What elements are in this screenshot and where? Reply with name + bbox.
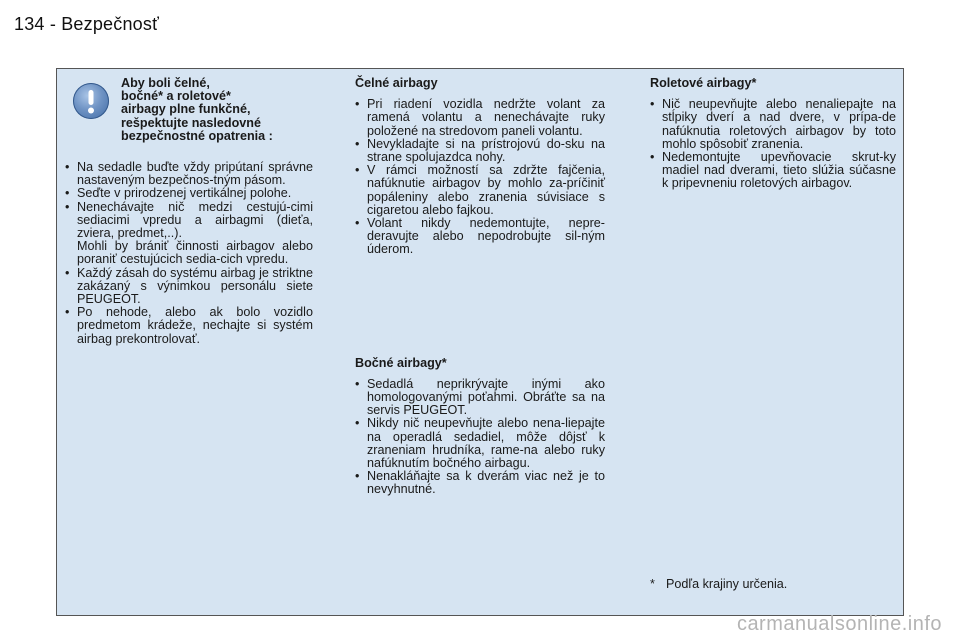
column-front-side (355, 77, 605, 497)
side-airbags-title: Bočné airbagy* (355, 355, 447, 370)
list-item: • Seďte v prirodzenej vertikálnej polohe. (65, 187, 313, 200)
list-item: • V rámci možností sa zdržte fajčenia, nafúknutie airbagov by mohlo za-príčiniť popáleniny alebo zranenia súvisiace s cigaretou alebo fajkou. (355, 164, 605, 217)
warning-title-line: airbagy plne funkčné, (121, 102, 251, 117)
page-title: 134 - Bezpečnosť (14, 14, 160, 34)
curtain-airbags-list (650, 98, 896, 190)
warning-title-line: rešpektujte nasledovné (121, 115, 261, 130)
list-item-continuation: Mohli by brániť činnosti airbagov alebo poraniť cestujúcich sedia-cich vpredu. (77, 239, 313, 267)
warning-title (121, 77, 273, 143)
list-item: • Nenakláňajte sa k dverám viac než je to nevyhnutné. (355, 470, 605, 496)
list-item: • Nevykladajte si na prístrojovú do-sku na strane spolujazdca nohy. (355, 138, 605, 164)
column-general (65, 77, 313, 346)
content-panel (56, 68, 904, 616)
curtain-airbags-title: Roletové airbagy* (650, 76, 757, 90)
exclamation-icon (73, 83, 109, 119)
front-airbags-title: Čelné airbagy (355, 76, 438, 90)
watermark: carmanualsonline.info (736, 613, 942, 635)
front-airbags-list (355, 98, 605, 256)
warning-title-line: bočné* a roletové* (121, 89, 231, 104)
footnote-mark: * (650, 577, 655, 591)
footnote-text: Podľa krajiny určenia. (666, 577, 788, 591)
list-item: • Nič neupevňujte alebo nenaliepajte na stĺpiky dverí a nad dvere, v prípa-de nafúknutia roletových airbagov by toto mohlo spôsobiť zranenia. (650, 98, 896, 151)
list-item: • Pri riadení vozidla nedržte volant za ramená volantu a nenechávajte ruky položené na stredovom paneli volantu. (355, 98, 605, 138)
list-item: • Nenechávajte nič medzi cestujú-cimi sediacimi vpredu a airbagmi (dieťa, zviera, predmet,..). (65, 201, 313, 241)
footnote (650, 577, 787, 591)
list-item: • Nikdy nič neupevňujte alebo nena-liepajte na operadlá sedadiel, môže dôjsť k zraneniam hrudníka, rame-na alebo ruky nafúknutím bočného airbagu. (355, 417, 605, 470)
general-list (65, 161, 313, 240)
general-list-continued (65, 267, 313, 346)
list-item: • Sedadlá neprikrývajte inými ako homologovanými poťahmi. Obráťte sa na servis PEUGEOT. (355, 378, 605, 418)
column-curtain (650, 77, 896, 191)
list-item: • Volant nikdy nedemontujte, nepre-deravujte alebo nepodrobujte sil-ným úderom. (355, 217, 605, 257)
warning-title-line: bezpečnostné opatrenia : (121, 128, 273, 143)
warning-block (65, 77, 313, 161)
warning-title-line: Aby boli čelné, (121, 76, 210, 90)
list-item: • Na sedadle buďte vždy pripútaní správne nastaveným bezpečnos-tným pásom. (65, 161, 313, 187)
list-item: • Nedemontujte upevňovacie skrut-ky madiel nad dverami, tieto slúžia súčasne k pripevneniu roletových airbagov. (650, 151, 896, 191)
side-airbags-list (355, 378, 605, 497)
list-item: • Po nehode, alebo ak bolo vozidlo predmetom krádeže, nechajte si systém airbag prekontrolovať. (65, 306, 313, 346)
list-item: • Každý zásah do systému airbag je striktne zakázaný s výnimkou personálu siete PEUGEOT. (65, 267, 313, 307)
